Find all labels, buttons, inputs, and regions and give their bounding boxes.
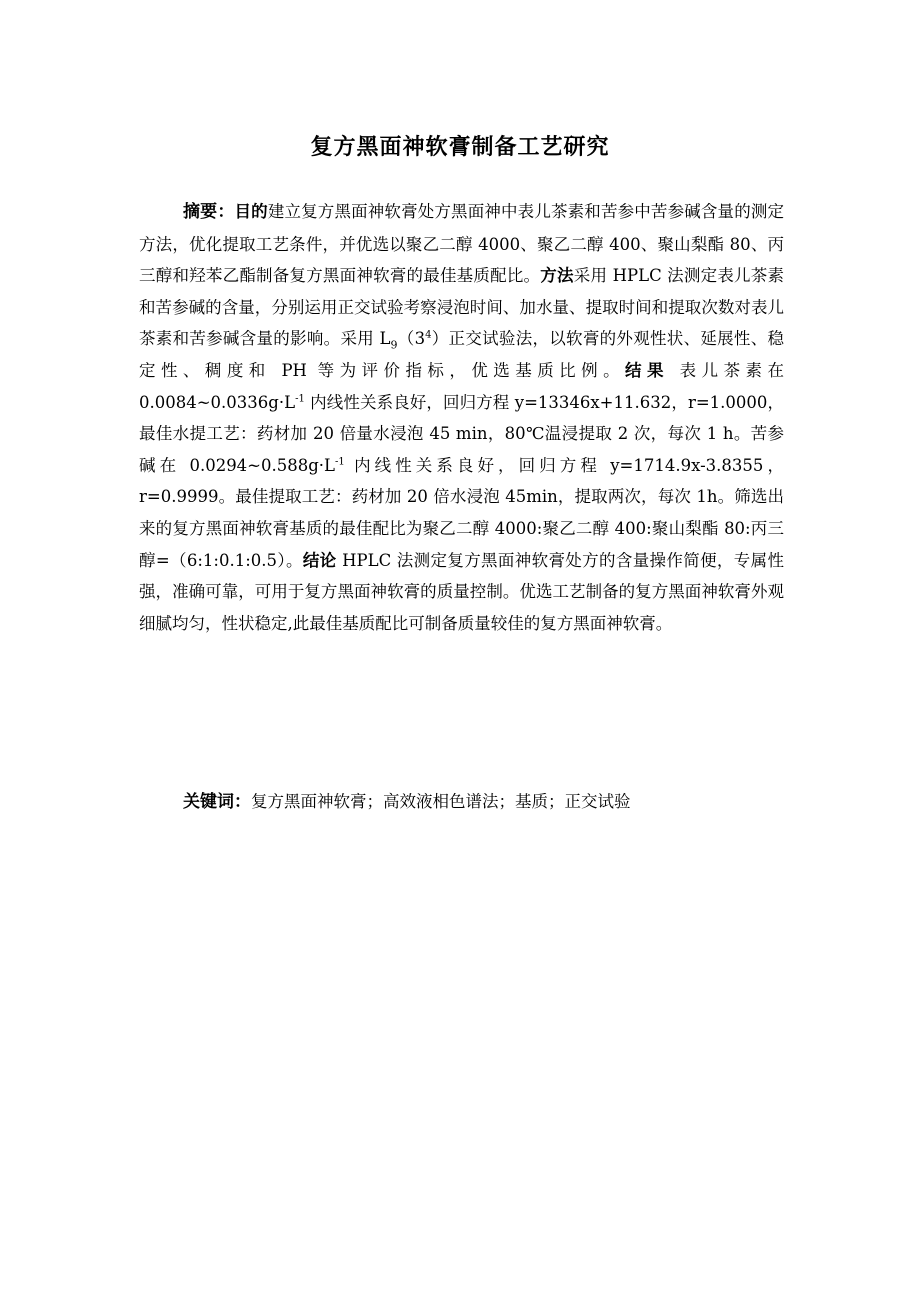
result-superscript-b: -1 [335, 456, 345, 468]
method-text-a: 采用 HPLC 法测定表儿茶素和苦参碱的含量，分别运用正交试验考察浸泡时间、加水量、提取时间和提取次数对表儿茶素和苦参碱含量的影响。采用 L [139, 266, 784, 349]
method-superscript: 4 [425, 329, 432, 341]
method-text-c: ）正交试验法，以软膏的外观性状、延展性、稳定性、稠度和 PH 等为评价指标，优选基质比例。 [139, 329, 785, 380]
result-text-b: 内线性关系良好，回归方程 y=13346x+11.632，r=1.0000，最佳水提工艺：药材加 20 倍量水浸泡 45 min，80℃温浸提取 2 次，每次 1 h。苦参碱在 0.0294~0.588g·L [139, 392, 784, 475]
result-text-c: 内线性关系良好，回归方程 y=1714.9x-3.8355，r=0.9999。最佳提取工艺：药材加 20 倍水浸泡 45min，提取两次，每次 1h。筛选出来的复方黑面神软膏基质的最佳配比为聚乙二醇 4000:聚乙二醇 400:聚山梨酯 80:丙三醇=（6:1:0.1:0.5）。 [139, 455, 784, 570]
abstract-label: 摘要： [183, 202, 235, 222]
method-subscript: 9 [390, 338, 398, 352]
objective-text: 建立复方黑面神软膏处方黑面神中表儿茶素和苦参中苦参碱含量的测定方法，优化提取工艺条件，并优选以聚乙二醇 4000、聚乙二醇 400、聚山梨酯 80、丙三醇和羟苯乙酯制备复方黑面神软膏的最佳基质配比。 [139, 202, 785, 286]
result-label: 结果 [625, 360, 669, 380]
conclusion-label: 结论 [302, 550, 337, 570]
method-label: 方法 [540, 266, 574, 286]
document-title: 复方黑面神软膏制备工艺研究 [310, 135, 610, 160]
keywords-text: 复方黑面神软膏；高效液相色谱法；基质；正交试验 [251, 792, 631, 811]
abstract-indent [139, 202, 183, 221]
conclusion-text: HPLC 法测定复方黑面神软膏处方的含量操作简便，专属性强，准确可靠，可用于复方黑面神软膏的质量控制。优选工艺制备的复方黑面神软膏外观细腻均匀，性状稳定,此最佳基质配比可制备质量较佳的复方黑面神软膏。 [139, 550, 784, 633]
abstract-paragraph [139, 196, 784, 639]
result-text-a: 表儿茶素在 0.0084~0.0336g·L [139, 360, 785, 412]
keywords-label: 关键词： [183, 792, 251, 812]
method-text-b: （3 [397, 329, 426, 349]
objective-label: 目的 [234, 202, 268, 221]
result-superscript-a: -1 [295, 393, 305, 405]
keywords-line [183, 786, 631, 818]
